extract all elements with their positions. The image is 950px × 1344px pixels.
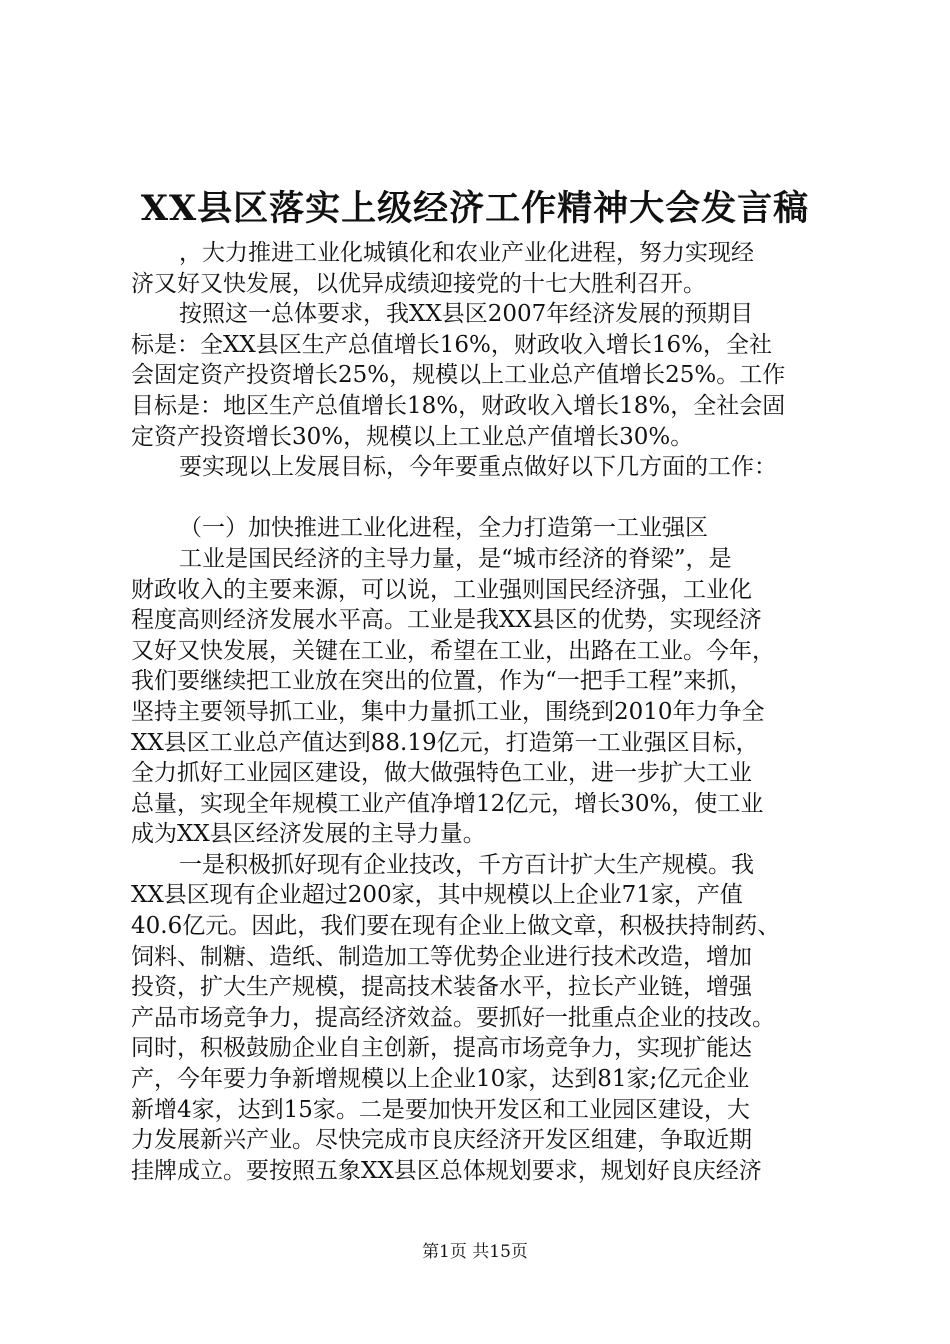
paragraph-line: 济又好又快发展，以优异成绩迎接党的十七大胜利召开。 — [131, 270, 706, 297]
paragraph-line: 会固定资产投资增长25%，规模以上工业总产值增长25%。工作 — [131, 362, 786, 389]
paragraph-line: 定资产投资增长30%，规模以上工业总产值增长30%。 — [131, 423, 694, 450]
paragraph-line: XX县区现有企业超过200家，其中规模以上企业71家，产值 — [131, 882, 743, 909]
document-title: XX县区落实上级经济工作精神大会发言稿 — [140, 188, 810, 229]
paragraph-line: 又好又快发展，关键在工业，希望在工业，出路在工业。今年， — [131, 637, 775, 664]
paragraph-line: 目标是：地区生产总值增长18%，财政收入增长18%，全社会固 — [131, 392, 786, 419]
blank-line — [131, 483, 855, 514]
paragraph-line: 新增4家，达到15家。二是要加快开发区和工业园区建设，大 — [131, 1096, 750, 1123]
paragraph-line: 同时，积极鼓励企业自主创新，提高市场竞争力，实现扩能达 — [131, 1035, 752, 1062]
paragraph-line: 全力抓好工业园区建设，做大做强特色工业，进一步扩大工业 — [131, 760, 752, 787]
paragraph-line: 一是积极抓好现有企业技改，千方百计扩大生产规模。我 — [179, 851, 754, 878]
paragraph-line: 我们要继续把工业放在突出的位置，作为“一把手工程”来抓， — [131, 668, 753, 695]
paragraph-line: 力发展新兴产业。尽快完成市良庆经济开发区组建，争取近期 — [131, 1127, 752, 1154]
document-body — [131, 238, 855, 1186]
paragraph-line: 工业是国民经济的主导力量，是“城市经济的脊梁”，是 — [179, 545, 732, 572]
paragraph-line: 程度高则经济发展水平高。工业是我XX县区的优势，实现经济 — [131, 607, 762, 634]
paragraph-line: 投资，扩大生产规模，提高技术装备水平，拉长产业链，增强 — [131, 974, 752, 1001]
paragraph-line: 产品市场竞争力，提高经济效益。要抓好一批重点企业的技改。 — [131, 1004, 775, 1031]
section-heading: （一）加快推进工业化进程，全力打造第一工业强区 — [179, 515, 708, 542]
paragraph-line: XX县区工业总产值达到88.19亿元，打造第一工业强区目标， — [131, 729, 759, 756]
page-number-footer: 第1页 共15页 — [422, 1242, 528, 1262]
paragraph-line: 要实现以上发展目标，今年要重点做好以下几方面的工作： — [179, 454, 777, 481]
paragraph-line: 成为XX县区经济发展的主导力量。 — [131, 821, 486, 848]
paragraph-line: 饲料、制糖、造纸、制造加工等优势企业进行技术改造，增加 — [131, 943, 752, 970]
paragraph-line: 挂牌成立。要按照五象XX县区总体规划要求，规划好良庆经济 — [131, 1157, 762, 1184]
paragraph-line: 标是：全XX县区生产总值增长16%，财政收入增长16%，全社 — [131, 331, 772, 358]
paragraph-line: ，大力推进工业化城镇化和农业产业化进程，努力实现经 — [179, 240, 754, 266]
paragraph-line: 按照这一总体要求，我XX县区2007年经济发展的预期目 — [179, 301, 754, 328]
paragraph-line: 财政收入的主要来源，可以说，工业强则国民经济强，工业化 — [131, 576, 752, 603]
paragraph-line: 坚持主要领导抓工业，集中力量抓工业，围绕到2010年力争全 — [131, 698, 765, 725]
paragraph-line: 总量，实现全年规模工业产值净增12亿元，增长30%，使工业 — [131, 790, 764, 817]
paragraph-line: 40.6亿元。因此，我们要在现有企业上做文章，积极扶持制药、 — [131, 913, 781, 940]
paragraph-line: 产，今年要力争新增规模以上企业10家，达到81家;亿元企业 — [131, 1066, 750, 1093]
